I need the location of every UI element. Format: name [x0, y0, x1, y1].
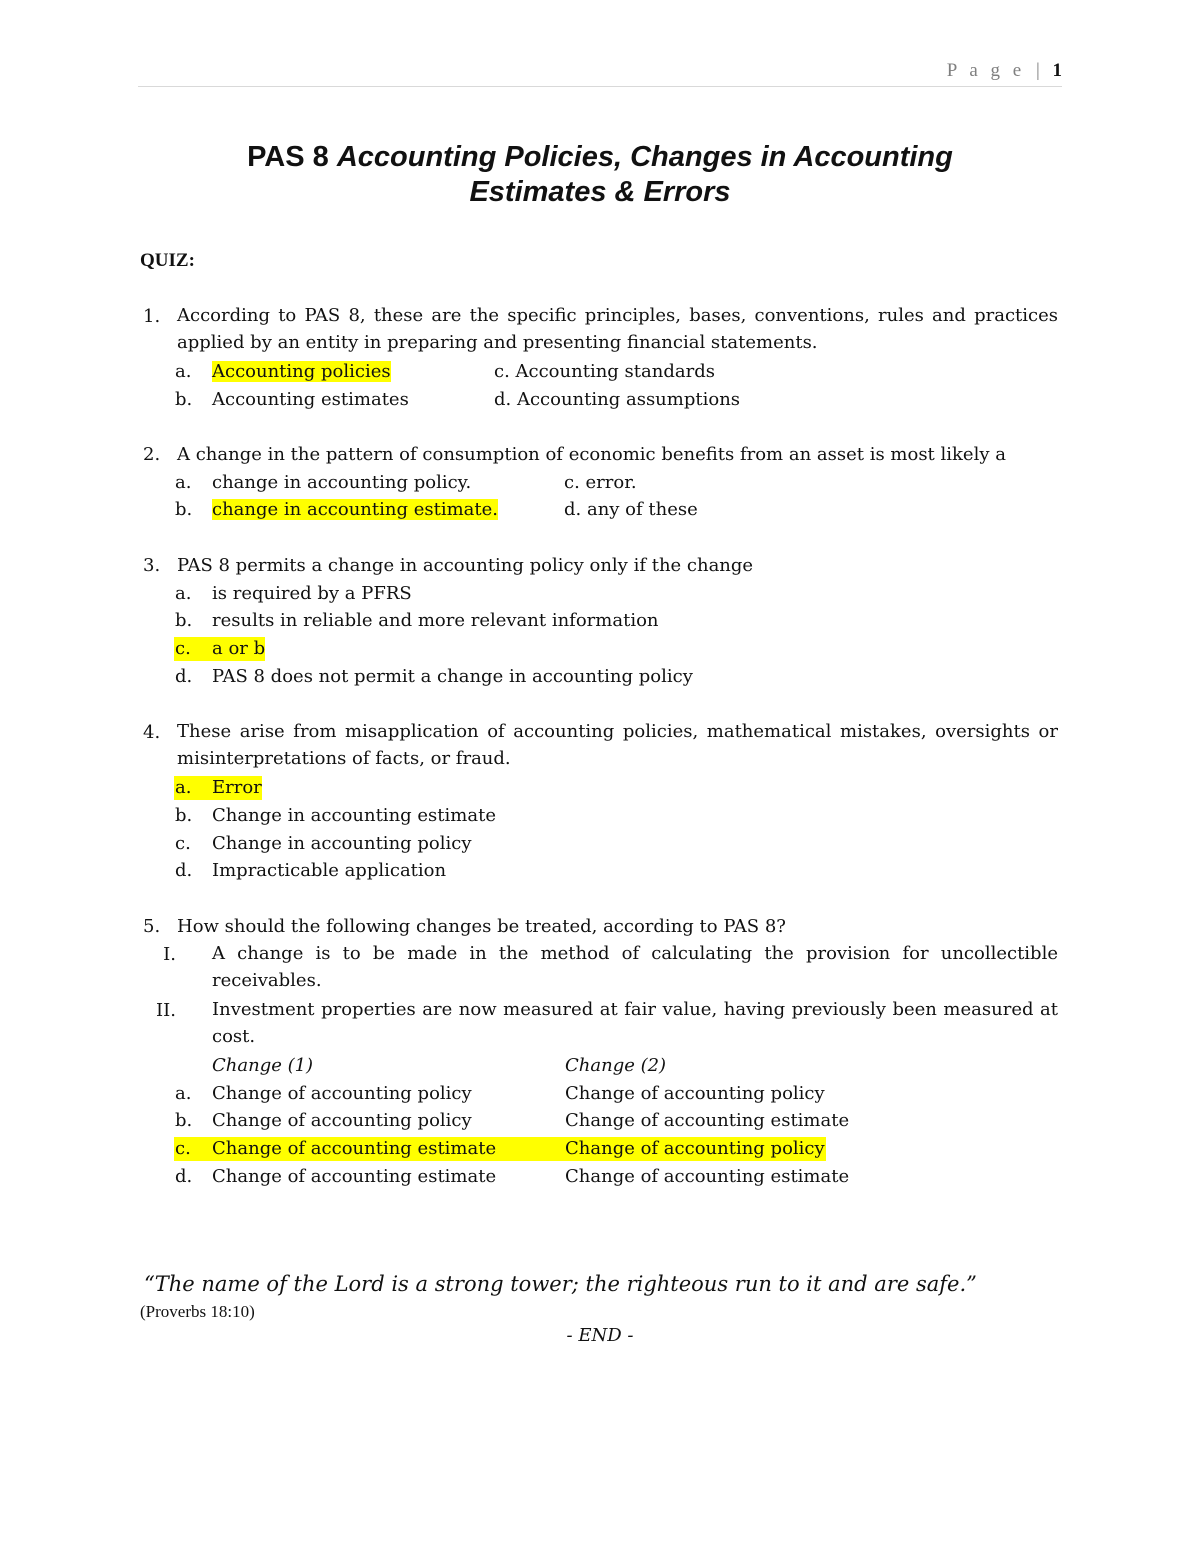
question-3-number: 3.: [143, 555, 161, 576]
q5-statement-1: A change is to be made in the method of calculating the provision for uncollectible receivables.: [212, 943, 1058, 991]
page-number: 1: [1052, 60, 1062, 81]
q4-option-c: Change in accounting policy: [212, 833, 472, 854]
q3-option-d: PAS 8 does not permit a change in accounting policy: [212, 666, 693, 687]
q4-option-d-letter: d.: [175, 860, 193, 881]
title-line-2: Estimates & Errors: [469, 176, 731, 208]
q5-option-b-change-1: Change of accounting policy: [212, 1110, 472, 1131]
page-separator: |: [1035, 60, 1040, 81]
end-mark: - END -: [566, 1325, 634, 1346]
q1-option-d: d. Accounting assumptions: [494, 389, 741, 410]
question-4-text: These arise from misapplication of accounting policies, mathematical mistakes, oversights or misinterpretations of facts, or fraud.: [177, 721, 1058, 769]
closing-quote: “The name of the Lord is a strong tower; the righteous run to it and are safe.”: [144, 1272, 977, 1296]
q5-option-c-change-2: Change of accounting policy: [565, 1138, 825, 1159]
q1-option-c: c. Accounting standards: [494, 361, 715, 382]
question-1-text: According to PAS 8, these are the specific principles, bases, conventions, rules and practices applied by an entity in preparing and presenting financial statements.: [177, 305, 1058, 353]
page-label: P a g e: [946, 60, 1026, 81]
document-title: [138, 140, 1062, 210]
page-header: [138, 60, 1062, 87]
q2-option-b-letter: b.: [175, 499, 193, 520]
q4-option-c-letter: c.: [175, 833, 191, 854]
q3-option-b-letter: b.: [175, 610, 193, 631]
q2-option-a-letter: a.: [175, 472, 192, 493]
question-2-number: 2.: [143, 444, 161, 465]
q5-option-d-letter: d.: [175, 1166, 193, 1187]
q5-statement-2-numeral: II.: [156, 1000, 176, 1021]
q1-option-b-letter: b.: [175, 389, 193, 410]
q5-option-a-change-1: Change of accounting policy: [212, 1083, 472, 1104]
q3-option-c-letter: c.: [175, 638, 191, 659]
q5-col-header-1: Change (1): [212, 1055, 314, 1076]
question-1-number: 1.: [143, 306, 161, 327]
q5-option-d-change-1: Change of accounting estimate: [212, 1166, 497, 1187]
q5-statement-1-numeral: I.: [163, 944, 176, 965]
quote-citation: (Proverbs 18:10): [140, 1302, 255, 1321]
q2-option-d: d. any of these: [564, 499, 698, 520]
question-3-text: PAS 8 permits a change in accounting policy only if the change: [177, 555, 754, 576]
q4-option-d: Impracticable application: [212, 860, 447, 881]
q1-option-a-letter: a.: [175, 361, 192, 382]
q3-option-a-letter: a.: [175, 583, 192, 604]
q5-option-b-change-2: Change of accounting estimate: [565, 1110, 850, 1131]
q5-col-header-2: Change (2): [565, 1055, 667, 1076]
q5-option-d-change-2: Change of accounting estimate: [565, 1166, 850, 1187]
q2-option-c: c. error.: [564, 472, 637, 493]
q4-option-a-letter: a.: [175, 777, 192, 798]
q5-statement-2: Investment properties are now measured at fair value, having previously been measured at cost.: [212, 999, 1058, 1047]
q1-option-a: Accounting policies: [212, 361, 391, 382]
q3-option-a: is required by a PFRS: [212, 583, 412, 604]
quiz-label: QUIZ:: [140, 250, 195, 271]
q1-option-b: Accounting estimates: [212, 389, 409, 410]
q5-option-a-letter: a.: [175, 1083, 192, 1104]
question-5-number: 5.: [143, 916, 161, 937]
q4-option-b: Change in accounting estimate: [212, 805, 496, 826]
title-line-1: PAS 8 Accounting Policies, Changes in Accounting: [247, 141, 953, 173]
q4-option-a: Error: [212, 777, 262, 798]
q2-option-a: change in accounting policy.: [212, 472, 472, 493]
q5-option-a-change-2: Change of accounting policy: [565, 1083, 825, 1104]
q4-option-b-letter: b.: [175, 805, 193, 826]
q2-option-b: change in accounting estimate.: [212, 499, 498, 520]
q5-option-b-letter: b.: [175, 1110, 193, 1131]
question-4-number: 4.: [143, 722, 161, 743]
question-2-text: A change in the pattern of consumption of economic benefits from an asset is most likely a: [177, 444, 1006, 465]
question-5-text: How should the following changes be treated, according to PAS 8?: [177, 916, 786, 937]
q5-option-c-letter: c.: [175, 1138, 191, 1159]
q5-option-c-change-1: Change of accounting estimate: [212, 1138, 497, 1159]
q3-option-b: results in reliable and more relevant information: [212, 610, 659, 631]
q3-option-c: a or b: [212, 638, 266, 659]
q3-option-d-letter: d.: [175, 666, 193, 687]
